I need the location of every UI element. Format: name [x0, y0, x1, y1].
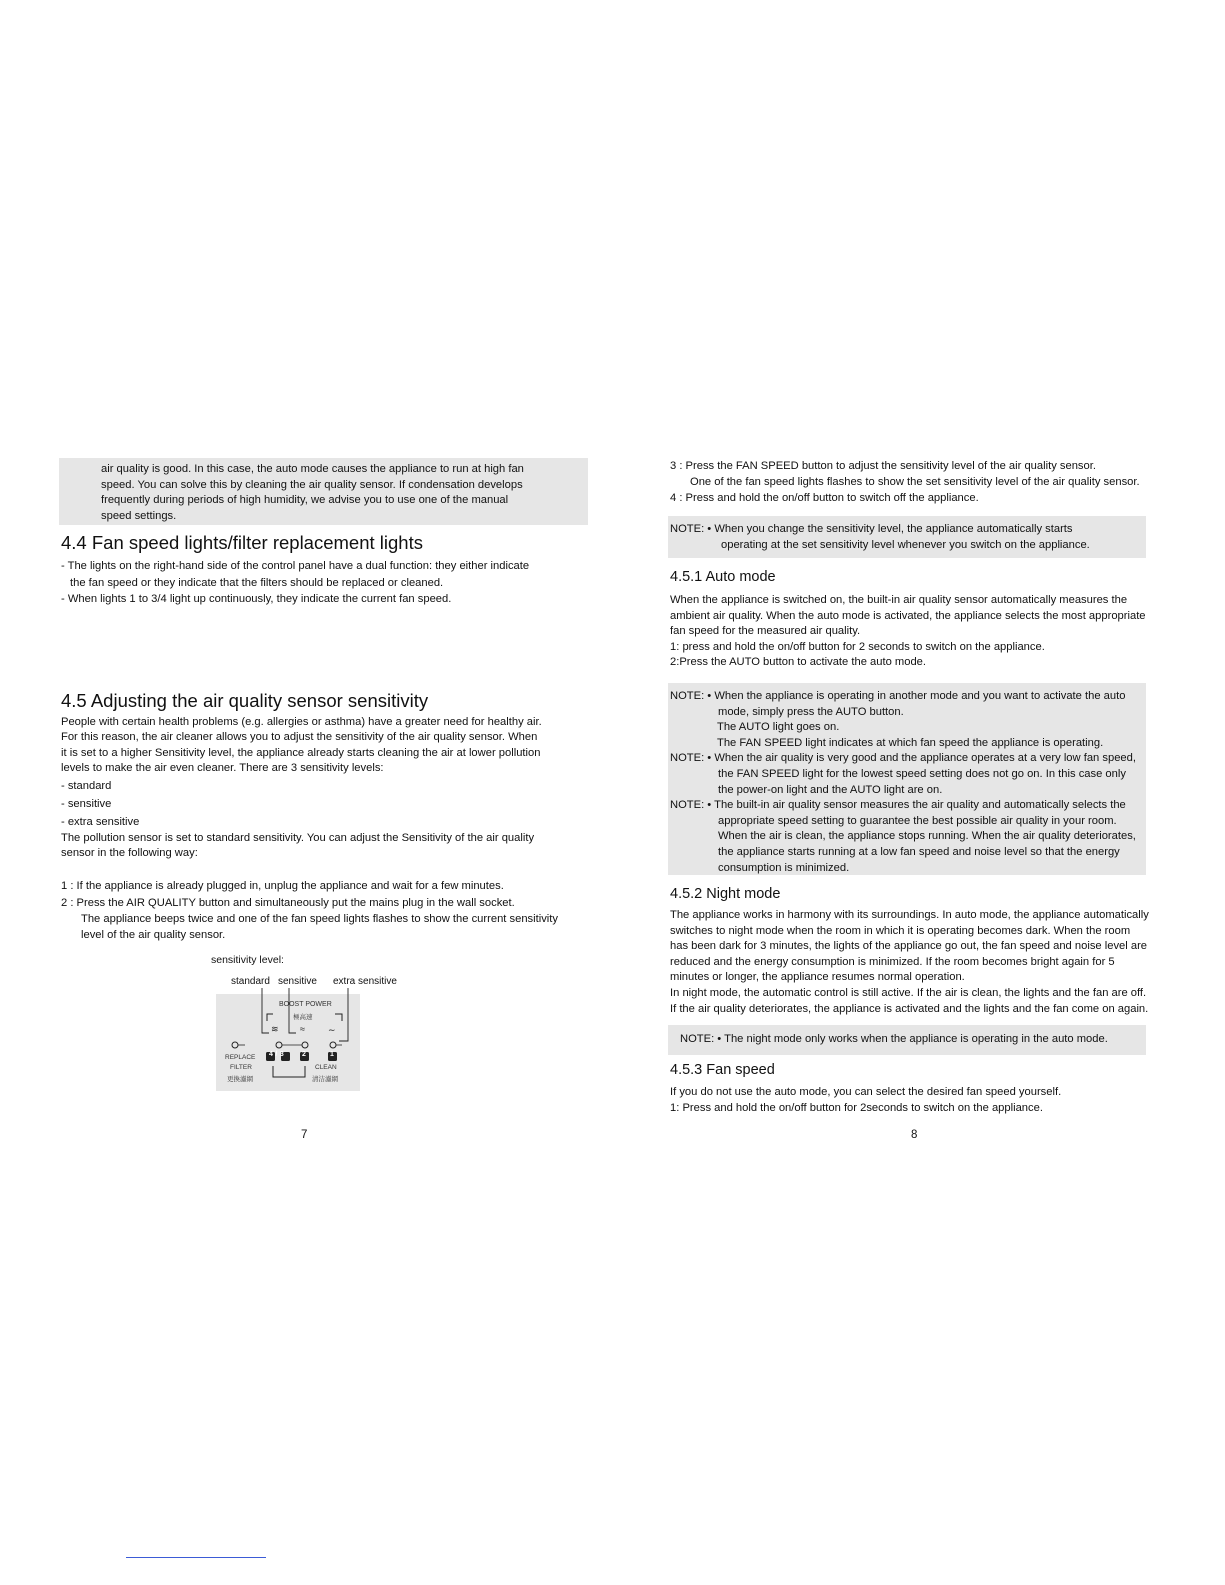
intro-line: speed settings. — [101, 509, 177, 522]
section-4-4-body — [61, 558, 561, 608]
sec451-line: fan speed for the measured air quality. — [670, 625, 861, 638]
section-4-5-3-title: 4.5.3 Fan speed — [670, 1062, 775, 1079]
note-sensitivity-box — [668, 516, 1146, 558]
filter-label: FILTER — [230, 1064, 252, 1071]
footer-rule — [126, 1557, 266, 1558]
pollution-line: sensor in the following way: — [61, 847, 198, 860]
step-2: 2 : Press the AIR QUALITY button and simultaneously put the mains plug in the wall socket. — [61, 897, 515, 910]
btn-label-1: 1 — [330, 1051, 334, 1058]
sensitivity-level-item: - extra sensitive — [61, 815, 140, 828]
replace-label: REPLACE — [225, 1054, 256, 1061]
auto-mode-notes-box — [668, 683, 1146, 875]
sec44-line: the fan speed or they indicate that the filters should be replaced or cleaned. — [70, 576, 444, 589]
note-cont: the FAN SPEED light for the lowest speed setting does not go on. In this case only — [718, 767, 1126, 780]
section-4-5-title: 4.5 Adjusting the air quality sensor sensitivity — [61, 689, 429, 711]
sec45-line: levels to make the air even cleaner. There are 3 sensitivity levels: — [61, 762, 384, 775]
sec44-line: - When lights 1 to 3/4 light up continuously, they indicate the current fan speed. — [61, 593, 452, 605]
sec452-line: The appliance works in harmony with its surroundings. In auto mode, the appliance automatically — [670, 908, 1149, 921]
note1-line: NOTE: • When you change the sensitivity level, the appliance automatically starts — [670, 523, 1073, 535]
step-4: 4 : Press and hold the on/off button to switch off the appliance. — [670, 492, 979, 504]
sec44-line: - The lights on the right-hand side of the control panel have a dual function: they either indicate — [61, 560, 530, 572]
sec452-line: If the air quality deteriorates, the appliance is activated and the lights and the fan come on again. — [670, 1002, 1149, 1015]
intro-line: air quality is good. In this case, the auto mode causes the appliance to run at high fan — [101, 463, 524, 475]
sec451-line: ambient air quality. When the auto mode is activated, the appliance selects the most appropriate — [670, 609, 1146, 622]
intro-line: speed. You can solve this by cleaning the air quality sensor. If condensation develops — [101, 478, 523, 491]
sec452-line: minutes or longer, the appliance resumes normal operation. — [670, 971, 965, 984]
section-4-5-1-title: 4.5.1 Auto mode — [670, 569, 776, 585]
section-4-5-body — [61, 715, 561, 944]
sensitivity-level-item: - standard — [61, 779, 112, 792]
left-page-content — [61, 458, 561, 943]
btn-label-3-4: 4/3 — [269, 1051, 287, 1058]
sec45-line: it is set to a higher Sensitivity level, the appliance already starts cleaning the air at lower pollution — [61, 746, 541, 759]
fan-low-icon: ∼ — [328, 1025, 336, 1035]
note-cont: When the air is clean, the appliance stops running. When the air quality deteriorates, — [718, 830, 1136, 843]
label-sensitive: sensitive — [278, 976, 317, 987]
step-1: 1 : If the appliance is already plugged in, unplug the appliance and wait for a few minutes. — [61, 880, 504, 893]
section-4-4-title: 4.4 Fan speed lights/filter replacement lights — [61, 532, 423, 553]
clean-cn-label: 清洁濾網 — [312, 1076, 338, 1083]
section-4-5-1-body — [670, 593, 1170, 671]
note-head: NOTE: • The built-in air quality sensor measures the air quality and automatically selects the — [670, 799, 1126, 812]
intro-shaded-box — [59, 458, 588, 525]
step-3: 3 : Press the FAN SPEED button to adjust the sensitivity level of the air quality sensor. — [670, 460, 1096, 472]
note-head: NOTE: • When the appliance is operating in another mode and you want to activate the auto — [670, 689, 1126, 702]
note-cont: the appliance starts running at a low fan speed and noise level so that the energy — [718, 845, 1120, 858]
sec453-line: 1: Press and hold the on/off button for 2seconds to switch on the appliance. — [670, 1101, 1043, 1114]
page-number-right: 8 — [911, 1129, 918, 1141]
sec452-line: switches to night mode when the room in which it is operating becomes dark. When the room — [670, 924, 1131, 937]
sec452-line: has been dark for 3 minutes, the lights of the appliance go out, the fan speed and noise level are — [670, 940, 1148, 953]
step-2-sub: level of the air quality sensor. — [81, 928, 226, 941]
boost-power-label: BOOST POWER — [279, 1001, 332, 1008]
sec452-line: reduced and the energy consumption is minimized. If the room becomes bright again for 5 — [670, 955, 1115, 968]
right-page-content — [670, 458, 1170, 1116]
pollution-line: The pollution sensor is set to standard sensitivity. You can adjust the Sensitivity of the air quality — [61, 831, 535, 844]
note-head: NOTE: • When the air quality is very good and the appliance operates at a very low fan speed, — [670, 752, 1136, 765]
diagram-caption: sensitivity level: — [211, 954, 284, 966]
note-cont: The AUTO light goes on. — [717, 721, 840, 734]
note-cont: the power-on light and the AUTO light are on. — [718, 783, 943, 796]
note1-line: operating at the set sensitivity level whenever you switch on the appliance. — [721, 538, 1090, 551]
intro-line: frequently during periods of high humidity, we advise you to use one of the manual — [101, 494, 509, 507]
boost-power-cn: 極高速 — [293, 1014, 313, 1021]
sensitivity-level-item: - sensitive — [61, 797, 112, 810]
step-3-sub: One of the fan speed lights flashes to show the set sensitivity level of the air quality sensor. — [690, 476, 1140, 488]
note-cont: mode, simply press the AUTO button. — [718, 705, 904, 718]
fan-high-icon: ≋ — [271, 1024, 279, 1034]
sec45-line: People with certain health problems (e.g. allergies or asthma) have a greater need for healthy air. — [61, 715, 542, 728]
sensitivity-diagram — [205, 950, 405, 1095]
sec45-line: For this reason, the air cleaner allows you to adjust the sensitivity of the air quality sensor. When — [61, 731, 538, 744]
night-mode-note-box — [668, 1025, 1146, 1055]
note-cont: The FAN SPEED light indicates at which fan speed the appliance is operating. — [717, 736, 1104, 749]
sec451-line: 2:Press the AUTO button to activate the auto mode. — [670, 656, 927, 669]
sec451-line: When the appliance is switched on, the built-in air quality sensor automatically measures the — [670, 594, 1128, 606]
label-extra-sensitive: extra sensitive — [333, 976, 397, 987]
fan-mid-icon: ≈ — [300, 1024, 305, 1034]
note-cont: consumption is minimized. — [718, 861, 850, 874]
label-standard: standard — [231, 976, 270, 987]
note-cont: appropriate speed setting to guarantee the best possible air quality in your room. — [718, 814, 1117, 827]
sec453-line: If you do not use the auto mode, you can select the desired fan speed yourself. — [670, 1086, 1062, 1099]
clean-label: CLEAN — [315, 1064, 337, 1071]
section-4-5-2-title: 4.5.2 Night mode — [670, 885, 781, 902]
sec452-line: In night mode, the automatic control is still active. If the air is clean, the lights and the fan are off. — [670, 986, 1147, 999]
section-4-5-3-body — [670, 1085, 1170, 1116]
sec451-line: 1: press and hold the on/off button for 2 seconds to switch on the appliance. — [670, 640, 1045, 653]
page-number-left: 7 — [301, 1129, 308, 1141]
replace-cn-label: 更換濾網 — [227, 1076, 253, 1083]
btn-label-2: 2 — [302, 1051, 306, 1058]
note-night-line: NOTE: • The night mode only works when the appliance is operating in the auto mode. — [680, 1033, 1108, 1046]
step-2-sub: The appliance beeps twice and one of the fan speed lights flashes to show the current sensitivity — [81, 913, 558, 926]
section-4-5-2-body — [670, 908, 1170, 1017]
